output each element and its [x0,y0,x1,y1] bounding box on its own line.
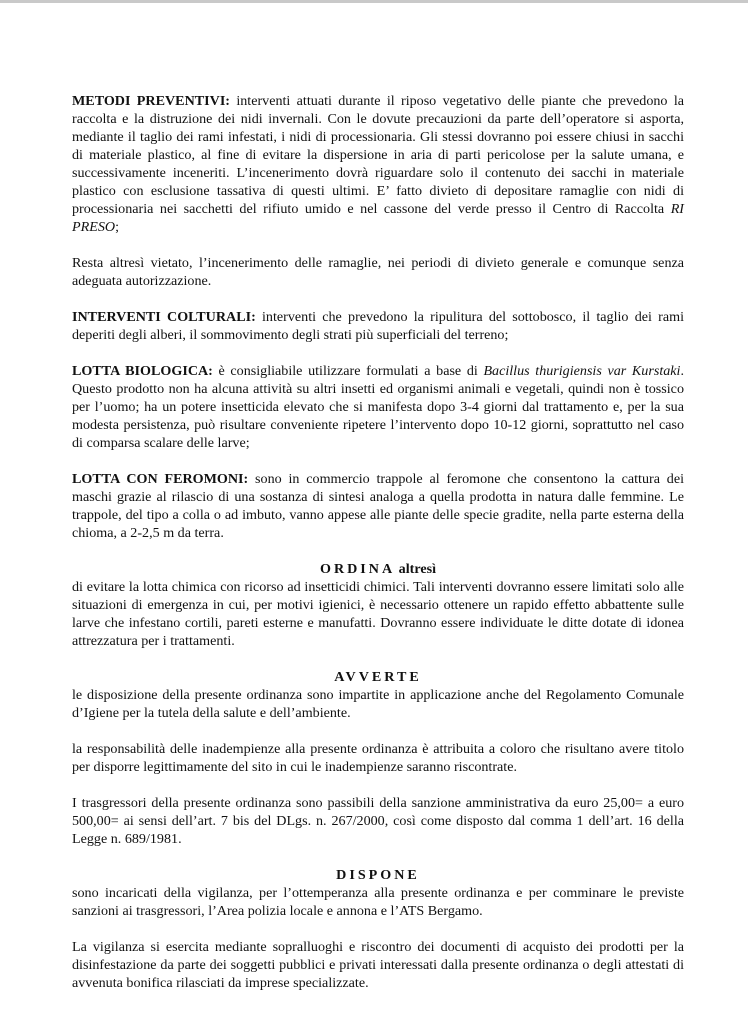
text-interventi-colturali: interventi che prevedono la ripulitura del sottobosco, il taglio dei rami deperiti degli alberi, il sommovimento degli strati più superficiali del terreno; [72,309,684,343]
heading-avverte: AVVERTE [334,669,422,685]
paragraph-resta-vietato: Resta altresì vietato, l’incenerimento delle ramaglie, nei periodi di divieto generale e comunque senza adeguata autorizzazione. [72,255,684,289]
document-page [72,92,684,1010]
text-metodi-preventivi: interventi attuati durante il riposo vegetativo delle piante che prevedono la raccolta e la distruzione dei nidi invernali. Con le dovute precauzioni da parte dell’operatore si asporta, mediante il taglio dei rami infestati, i nidi di processionaria. Gli stessi dovranno poi essere chiusi in sacchi di materiale plastico, al fine di evitare la dispersione in aria di parti pericolose per la salute umana, e successivamente inceneriti. L’incenerimento dovrà riguardare solo il contenuto dei sacchi in materiale plastico con esclusione tassativa di questi ultimi. E’ fatto divieto di depositare ramaglie con nidi di processionaria nei sacchetti del rifiuto umido e nel cassone del verde presso il Centro di Raccolta [72,93,684,217]
paragraph-metodi-preventivi [72,92,684,236]
label-interventi-colturali: INTERVENTI COLTURALI: [72,309,256,325]
heading-ordina-text: ORDINA [319,561,396,577]
heading-ordina [72,560,684,578]
text-metodi-end: ; [115,219,119,235]
paragraph-ordina: di evitare la lotta chimica con ricorso ad insetticidi chimici. Tali interventi dovranno essere limitati solo alle situazioni di emergenza in cui, per motivi igienici, è necessario ottenere un rapido effetto abbattente sulle larve che infestano cortili, pareti esterne e manufatti. Dovranno essere individuate le ditte dotate di idonea attrezzatura per i trattamenti. [72,579,684,649]
label-metodi-preventivi: METODI PREVENTIVI: [72,93,230,109]
bacillus-name: Bacillus thurigiensis var Kurstaki [483,363,681,379]
paragraph-lotta-biologica [72,362,684,452]
paragraph-avverte-2: la responsabilità delle inadempienze alla presente ordinanza è attribuita a coloro che risultano avere titolo per disporre legittimamente del sito in cui le inadempienze saranno riscontrate. [72,741,684,775]
scan-top-edge [0,0,748,3]
paragraph-dispone-2: La vigilanza si esercita mediante sopralluoghi e riscontro dei documenti di acquisto dei prodotti per la disinfestazione da parte dei soggetti pubblici e privati interessati dalla presente ordinanza o degli attestati di avvenuta bonifica rilasciati da imprese specializzate. [72,939,684,991]
text-lotta-biologica: . Questo prodotto non ha alcuna attività su altri insetti ed organismi animali e vegetali, quindi non è tossico per l’uomo; ha un potere insetticida elevato che si manifesta dopo 3-4 giorni dal trattamento e, per la sua modesta persistenza, può risultare conveniente ripetere l’intervento dopo 10-12 giorni, soprattutto nel caso di comparsa scalare delle larve; [72,363,684,451]
paragraph-interventi-colturali [72,308,684,344]
label-lotta-biologica: LOTTA BIOLOGICA: [72,363,213,379]
centro-raccolta-name: RI PRESO [72,201,684,235]
paragraph-lotta-feromoni [72,470,684,542]
heading-dispone: DISPONE [336,867,420,883]
paragraph-avverte-1: le disposizione della presente ordinanza sono impartite in applicazione anche del Regolamento Comunale d’Igiene per la tutela della salute e dell’ambiente. [72,687,684,721]
paragraph-avverte-3: I trasgressori della presente ordinanza sono passibili della sanzione amministrativa da euro 25,00= a euro 500,00= ai sensi dell’art. 7 bis del DLgs. n. 267/2000, così come disposto dal comma 1 dell’art. 16 della Legge n. 689/1981. [72,795,684,847]
text-lotta-biologica-pre: è consigliabile utilizzare formulati a base di [212,363,484,379]
paragraph-dispone-1: sono incaricati della vigilanza, per l’ottemperanza alla presente ordinanza e per comminare le previste sanzioni ai trasgressori, l’Area polizia locale e annona e l’ATS Bergamo. [72,885,684,919]
text-lotta-feromoni: sono in commercio trappole al feromone che consentono la cattura dei maschi grazie al rilascio di una sostanza di sintesi analoga a quella prodotta in natura dalle femmine. Le trappole, del tipo a colla o ad imbuto, vanno appese alle piante delle specie gradite, nella parte esterna della chioma, a 2-2,5 m da terra. [72,471,684,541]
heading-ordina-suffix: altresì [395,561,436,577]
label-lotta-feromoni: LOTTA CON FEROMONI: [72,471,249,487]
